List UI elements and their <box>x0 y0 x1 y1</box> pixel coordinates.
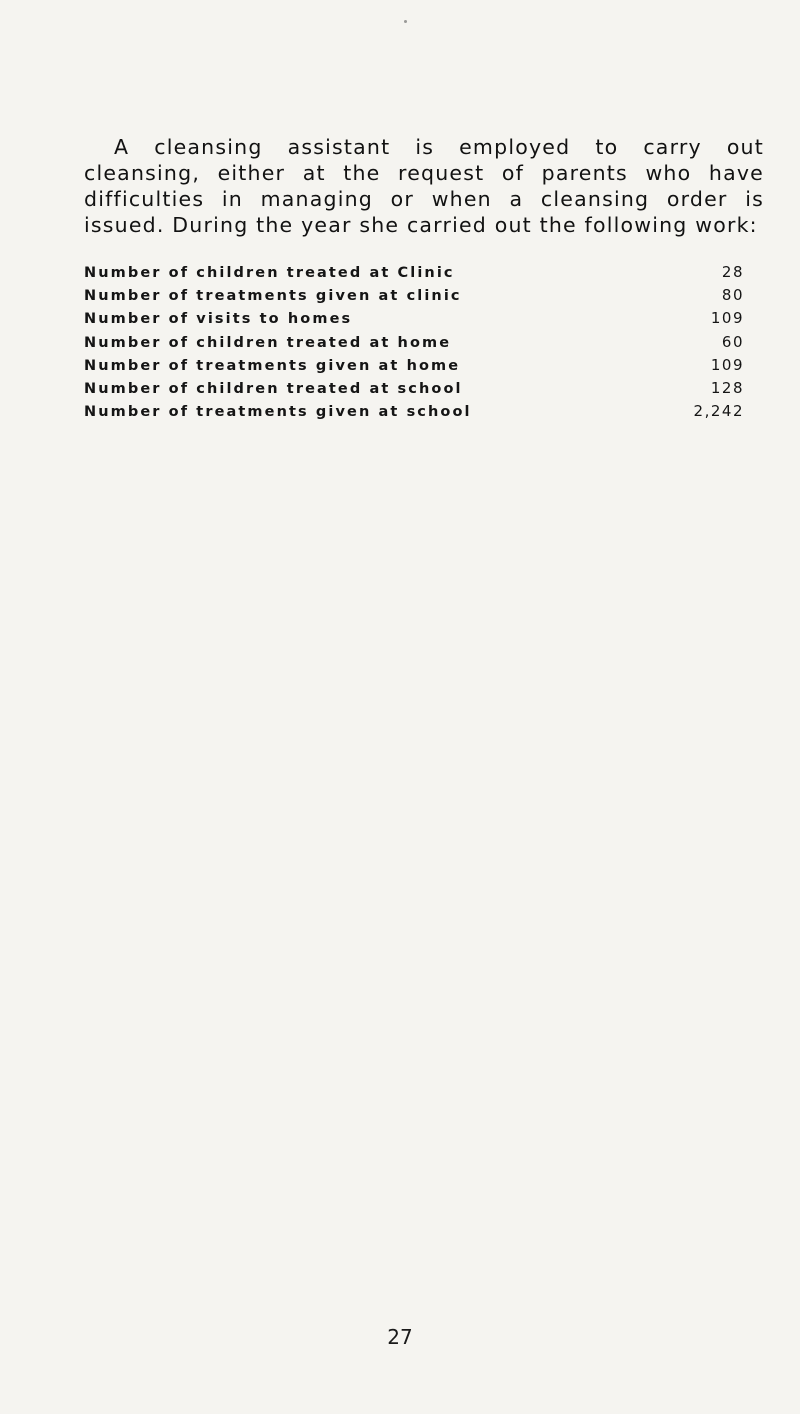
stat-row <box>84 263 744 286</box>
stat-row <box>84 402 744 425</box>
paper-speck <box>404 20 407 23</box>
stat-value: 109 <box>710 355 744 374</box>
stat-label: Number of treatments given at home <box>84 357 461 374</box>
intro-paragraph: A cleansing assistant is employed to carry out cleansing, either at the request of parents who have difficulties in managing or when a cleansing order is issued. During the year she carried out the following work: <box>84 134 764 237</box>
page-number: 27 <box>387 1325 413 1349</box>
stat-value: 128 <box>710 378 744 397</box>
stat-value: 28 <box>721 263 744 281</box>
stat-row <box>84 286 744 309</box>
stat-value: 109 <box>710 309 744 328</box>
stat-value: 80 <box>721 286 744 305</box>
stat-value: 2,242 <box>693 402 744 421</box>
stat-value: 60 <box>721 332 744 351</box>
stat-label: Number of children treated at Clinic <box>84 265 455 281</box>
work-statistics-list <box>84 263 744 425</box>
stat-row <box>84 333 744 356</box>
stat-label: Number of children treated at home <box>84 334 452 351</box>
stat-label: Number of children treated at school <box>84 380 463 397</box>
stat-row <box>84 309 744 332</box>
stat-row <box>84 356 744 379</box>
stat-label: Number of visits to homes <box>84 311 353 328</box>
stat-row <box>84 379 744 402</box>
stat-label: Number of treatments given at clinic <box>84 288 462 305</box>
stat-label: Number of treatments given at school <box>84 404 472 421</box>
